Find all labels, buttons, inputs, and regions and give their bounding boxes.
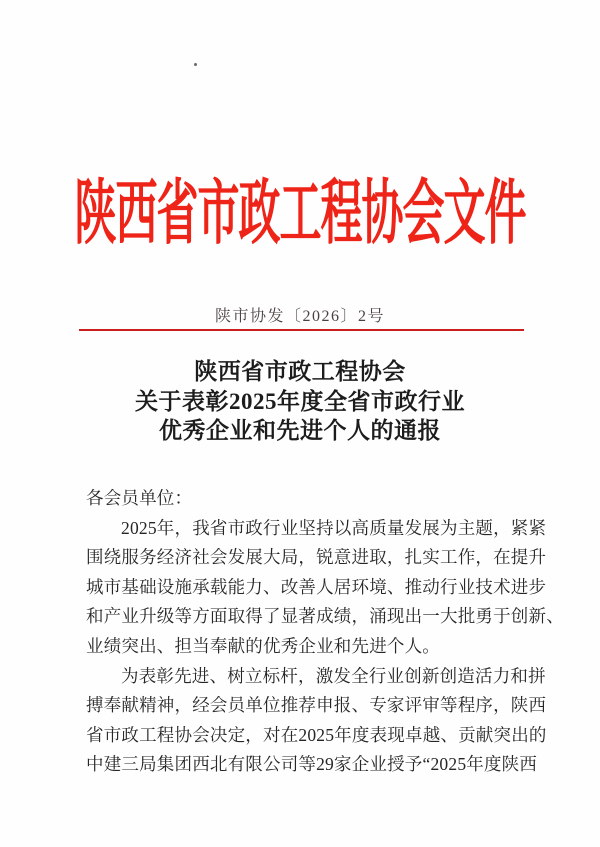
document-title-line-1: 陕西省市政工程协会 <box>194 359 406 384</box>
body-line: 搏奉献精神，经会员单位推荐申报、专家评审等程序，陕西 <box>86 695 547 716</box>
body-line: 2025年，我省市政行业坚持以高质量发展为主题，紧紧 <box>121 517 547 538</box>
red-divider-line <box>79 329 524 331</box>
body-line: 和产业升级等方面取得了显著成绩，涌现出一大批勇于创新、 <box>86 606 564 627</box>
body-line: 中建三局集团西北有限公司等29家企业授予“2025年度陕西 <box>86 754 538 775</box>
scan-speck <box>194 63 197 66</box>
body-line: 城市基础设施承载能力、改善人居环境、推动行业技术进步 <box>86 576 547 597</box>
document-number: 陕市协发〔2026〕2号 <box>214 308 385 325</box>
body-line: 省市政工程协会决定，对在2025年度表现卓越、贡献突出的 <box>86 724 547 745</box>
document-title <box>0 357 600 446</box>
body-line: 为表彰先进、树立标杆，激发全行业创新创造活力和拼 <box>121 665 546 686</box>
document-title-line-3: 优秀企业和先进个人的通报 <box>159 418 441 443</box>
letterhead-title: 陕西省市政工程协会文件 <box>74 176 526 254</box>
body-line: 业绩突出、担当奉献的优秀企业和先进个人。 <box>86 635 440 656</box>
document-title-line-2: 关于表彰2025年度全省市政行业 <box>135 388 465 414</box>
body-line: 围绕服务经济社会发展大局，锐意进取，扎实工作，在提升 <box>86 547 547 568</box>
document-body <box>86 484 564 780</box>
salutation: 各会员单位： <box>86 488 193 508</box>
